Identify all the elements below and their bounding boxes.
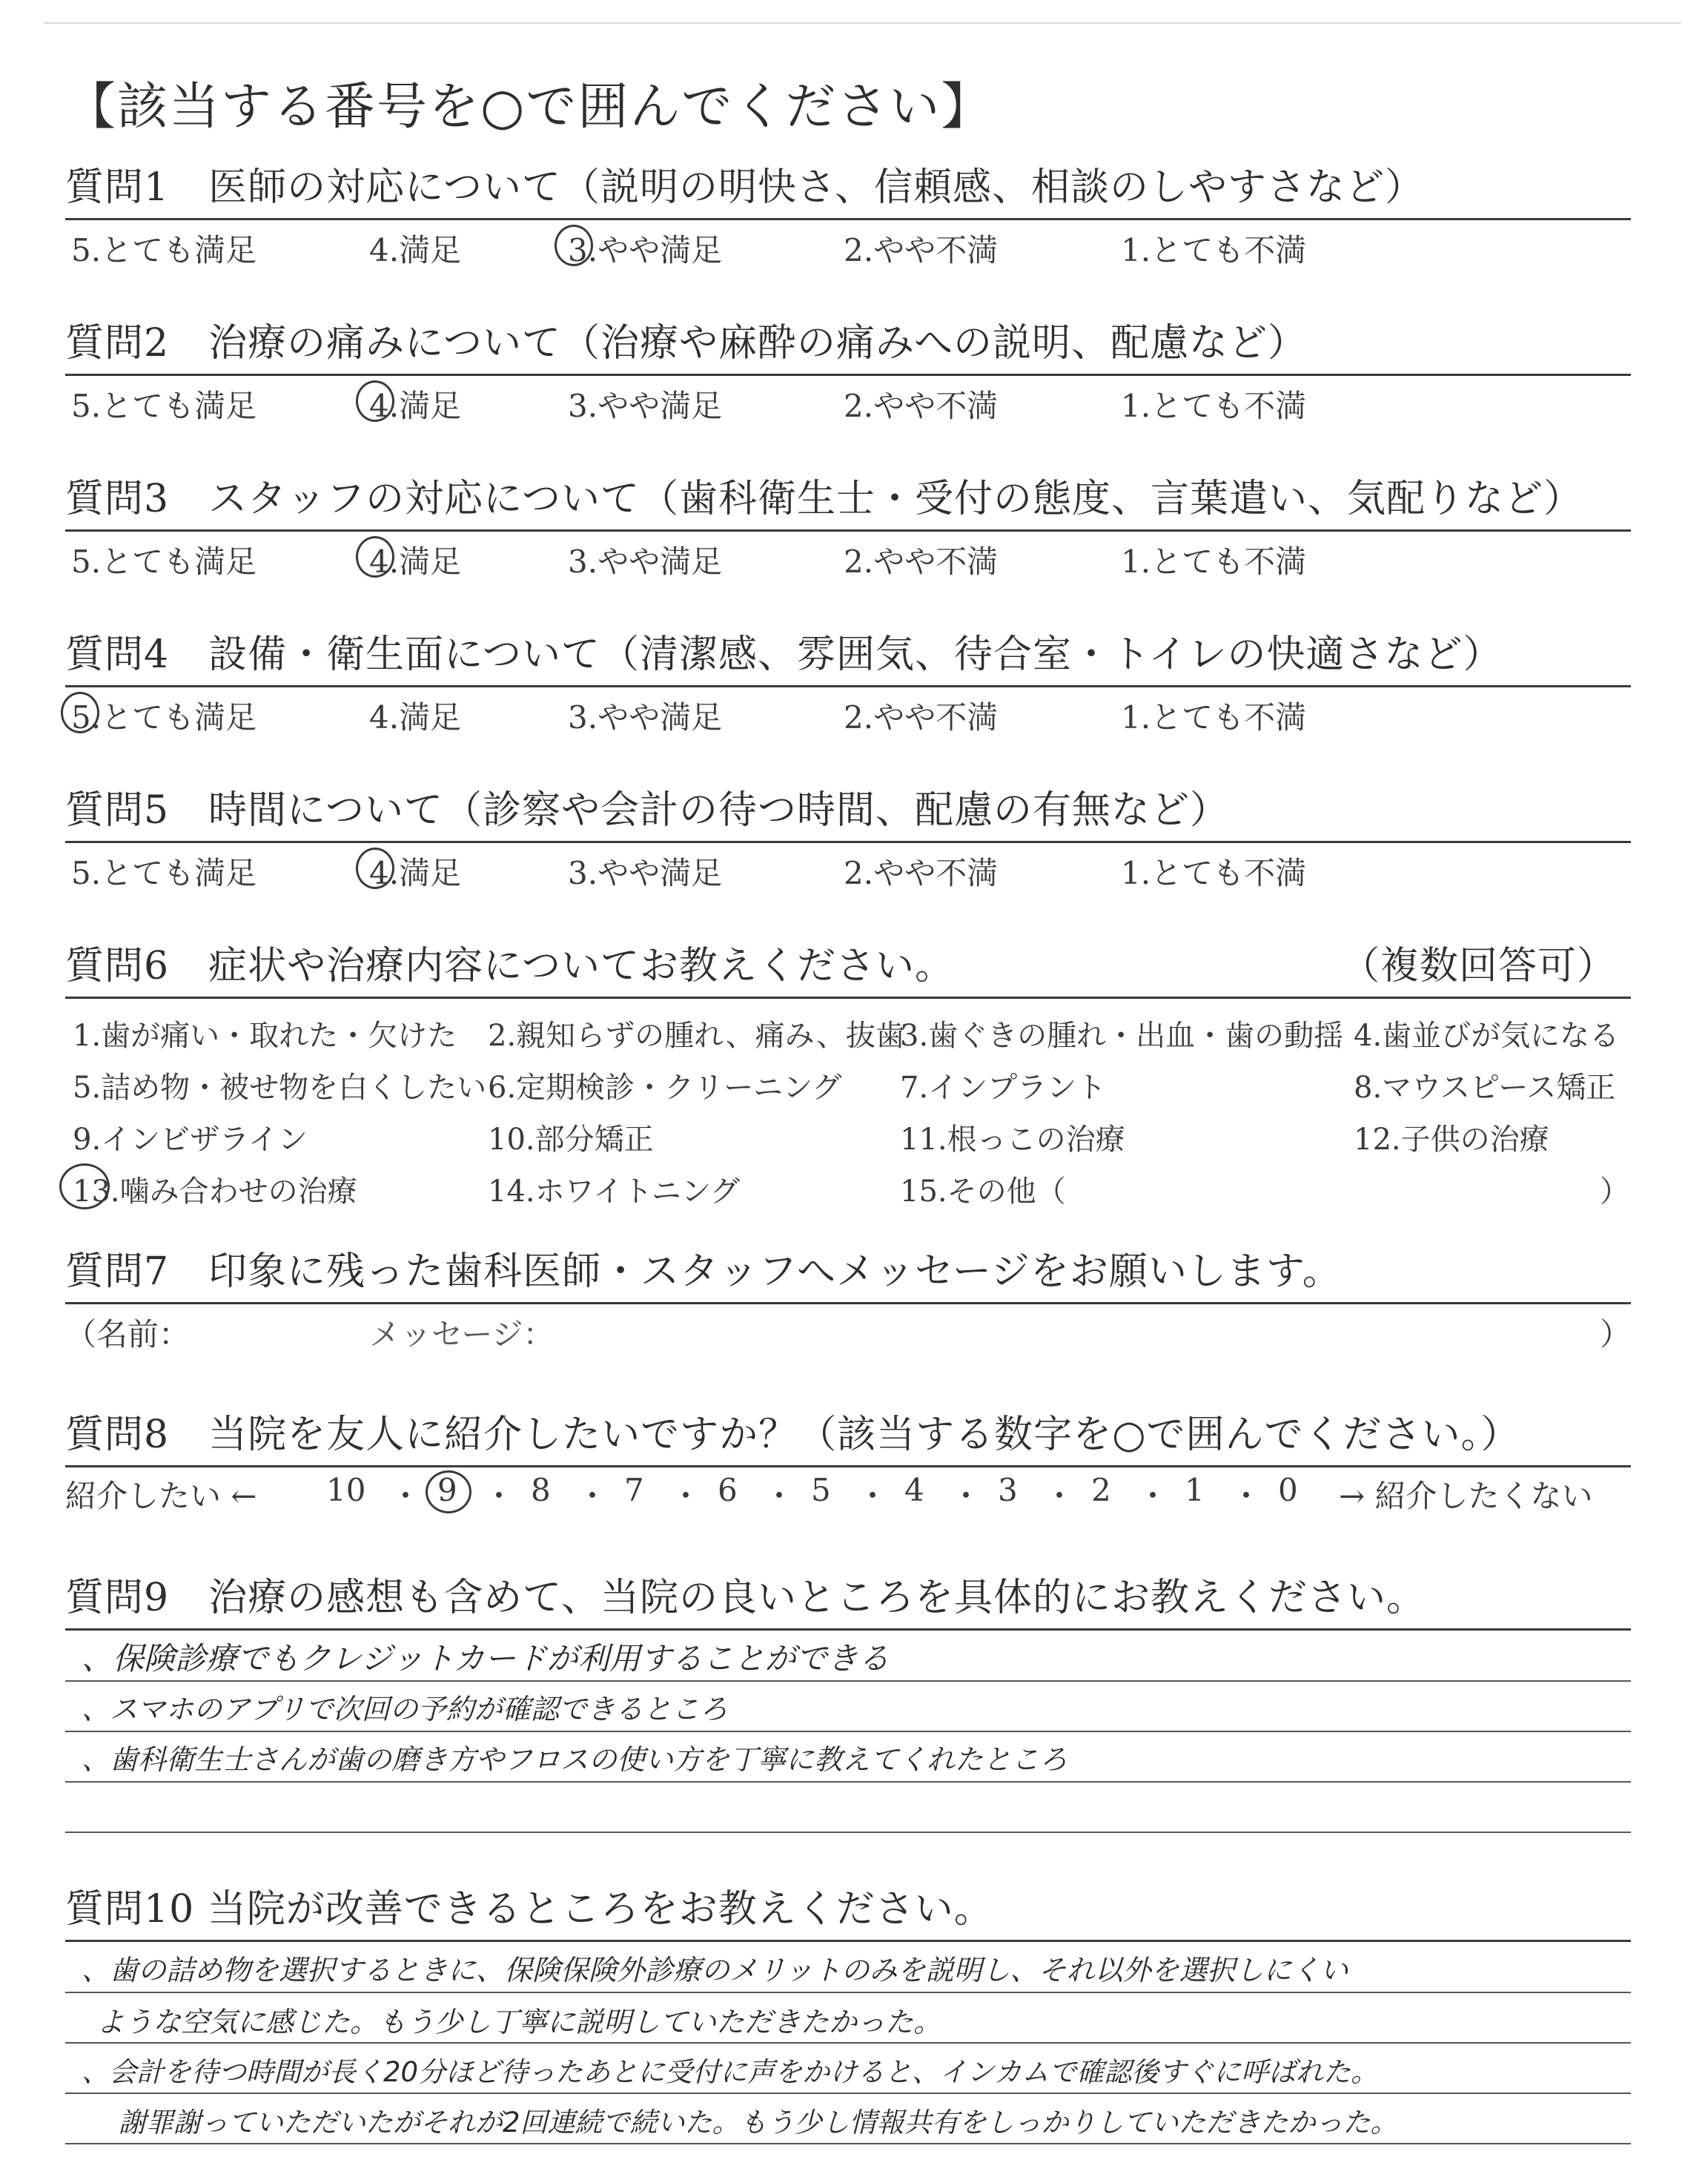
scale-dot: ・ bbox=[1231, 1478, 1262, 1514]
scale-dot: ・ bbox=[1137, 1478, 1169, 1514]
answer-line bbox=[65, 1992, 1631, 1993]
question-10-rule bbox=[65, 1940, 1631, 1942]
scale-dot: ・ bbox=[390, 1478, 422, 1514]
q2-option-2[interactable]: 2.やや不満 bbox=[844, 388, 999, 424]
q6-option-15[interactable]: 15.その他（ bbox=[900, 1175, 1066, 1209]
question-9-heading: 質問9 治療の感想も含めて、当院の良いところを具体的にお教えください。 bbox=[65, 1576, 1426, 1620]
question-5 bbox=[65, 785, 1631, 895]
scale-dot: ・ bbox=[1044, 1478, 1076, 1514]
q1-option-1[interactable]: 1.とても不満 bbox=[1121, 232, 1307, 268]
question-8 bbox=[65, 1409, 1631, 1519]
q10-answer-4: 謝罪謝っていただいたがそれが2回連続で続いた。もう少し情報共有をしっかりしていただきたかった。 bbox=[119, 2107, 1398, 2138]
q6-option-8[interactable]: 8.マウスピース矯正 bbox=[1354, 1071, 1616, 1105]
question-1-heading: 質問1 医師の対応について（説明の明快さ、信頼感、相談のしやすさなど） bbox=[65, 165, 1424, 210]
scale-9[interactable]: 9 bbox=[437, 1472, 457, 1508]
scale-6[interactable]: 6 bbox=[718, 1472, 738, 1508]
hand-circle-mark bbox=[356, 380, 394, 422]
q3-option-1[interactable]: 1.とても不満 bbox=[1121, 544, 1307, 580]
q10-answer-1: 、歯の詰め物を選択するときに、保険保険外診療のメリットのみを説明し、それ以外を選択しにくい bbox=[82, 1954, 1348, 1986]
q2-option-4[interactable]: 4.満足 bbox=[369, 388, 462, 424]
scale-dot: ・ bbox=[670, 1478, 702, 1514]
scale-dot: ・ bbox=[577, 1478, 609, 1514]
q6-option-9[interactable]: 9.インビザライン bbox=[73, 1123, 308, 1157]
question-6-note: （複数回答可） bbox=[1340, 944, 1616, 988]
answer-line bbox=[65, 2143, 1631, 2144]
scale-5[interactable]: 5 bbox=[811, 1472, 831, 1508]
q4-option-3[interactable]: 3.やや満足 bbox=[568, 699, 723, 736]
q5-option-2[interactable]: 2.やや不満 bbox=[844, 855, 999, 891]
q4-option-4[interactable]: 4.満足 bbox=[369, 699, 462, 736]
scale-dot: ・ bbox=[950, 1478, 982, 1514]
answer-line bbox=[65, 1680, 1631, 1682]
question-9-rule bbox=[65, 1628, 1631, 1631]
hand-circle-mark bbox=[555, 225, 593, 266]
q6-option-6[interactable]: 6.定期検診・クリーニング bbox=[488, 1071, 842, 1105]
q1-option-4[interactable]: 4.満足 bbox=[369, 232, 462, 268]
hand-circle-mark bbox=[356, 536, 394, 578]
q6-option-13[interactable]: 13.噛み合わせの治療 bbox=[73, 1175, 357, 1209]
question-4-options bbox=[65, 687, 1631, 739]
q9-answer-2: 、スマホのアプリで次回の予約が確認できるところ bbox=[82, 1693, 728, 1725]
hand-circle-mark bbox=[59, 1163, 110, 1209]
scale-10[interactable]: 10 bbox=[326, 1472, 366, 1508]
q7-close-paren: ） bbox=[1600, 1316, 1632, 1353]
q6-option-14[interactable]: 14.ホワイトニング bbox=[488, 1175, 741, 1209]
q9-answer-3: 、歯科衛生士さんが歯の磨き方やフロスの使い方を丁寧に教えてくれたところ bbox=[82, 1743, 1068, 1776]
question-10-heading: 質問10 当院が改善できるところをお教えください。 bbox=[65, 1887, 993, 1932]
name-label: （名前： bbox=[65, 1316, 191, 1353]
recommend-right-label: → 紹介したくない bbox=[1339, 1478, 1593, 1514]
hand-circle-mark bbox=[356, 848, 394, 889]
answer-line bbox=[65, 1781, 1631, 1783]
scale-2[interactable]: 2 bbox=[1091, 1472, 1111, 1508]
scale-dot: ・ bbox=[483, 1478, 515, 1514]
q9-answer-1: 、保険診療でもクレジットカードが利用することができる bbox=[82, 1640, 890, 1677]
q1-option-5[interactable]: 5.とても満足 bbox=[71, 232, 257, 268]
q6-option-11[interactable]: 11.根っこの治療 bbox=[900, 1123, 1125, 1157]
q4-option-1[interactable]: 1.とても不満 bbox=[1121, 699, 1307, 736]
q3-option-3[interactable]: 3.やや満足 bbox=[568, 544, 723, 580]
question-5-options bbox=[65, 843, 1631, 895]
q2-option-5[interactable]: 5.とても満足 bbox=[71, 388, 257, 424]
question-1-options bbox=[65, 220, 1631, 272]
q2-option-1[interactable]: 1.とても不満 bbox=[1121, 388, 1307, 424]
q10-answer-2: ような空気に感じた。もう少し丁寧に説明していただきたかった。 bbox=[96, 2006, 942, 2038]
question-2 bbox=[65, 317, 1631, 428]
question-7-heading: 質問7 印象に残った歯科医師・スタッフへメッセージをお願いします。 bbox=[65, 1249, 1342, 1294]
recommend-left-label: 紹介したい ← bbox=[65, 1478, 257, 1514]
question-7-fields bbox=[65, 1304, 1631, 1356]
answer-line bbox=[65, 2042, 1631, 2044]
question-7 bbox=[65, 1246, 1631, 1356]
message-label: メッセージ： bbox=[369, 1316, 555, 1353]
q5-option-3[interactable]: 3.やや満足 bbox=[568, 855, 723, 891]
q6-option-2[interactable]: 2.親知らずの腫れ、痛み、抜歯 bbox=[488, 1019, 905, 1053]
question-8-heading: 質問8 当院を友人に紹介したいですか？（該当する数字を○で囲んでください。） bbox=[65, 1413, 1520, 1457]
q5-option-5[interactable]: 5.とても満足 bbox=[71, 855, 257, 891]
q3-option-5[interactable]: 5.とても満足 bbox=[71, 544, 257, 580]
question-6-options bbox=[65, 999, 1631, 1214]
q6-option-7[interactable]: 7.インプラント bbox=[900, 1071, 1107, 1105]
scale-0[interactable]: 0 bbox=[1278, 1472, 1298, 1508]
scale-1[interactable]: 1 bbox=[1185, 1472, 1205, 1508]
q4-option-2[interactable]: 2.やや不満 bbox=[844, 699, 999, 736]
question-3 bbox=[65, 473, 1631, 584]
hand-circle-mark bbox=[61, 692, 99, 733]
question-6-heading-row bbox=[65, 940, 1631, 992]
q5-option-1[interactable]: 1.とても不満 bbox=[1121, 855, 1307, 891]
q4-option-5[interactable]: 5.とても満足 bbox=[71, 699, 257, 736]
scale-8[interactable]: 8 bbox=[531, 1472, 551, 1508]
q6-option-10[interactable]: 10.部分矯正 bbox=[488, 1123, 654, 1157]
hand-circle-mark bbox=[426, 1470, 471, 1513]
q6-option-4[interactable]: 4.歯並びが気になる bbox=[1354, 1019, 1620, 1053]
question-2-heading: 質問2 治療の痛みについて（治療や麻酔の痛みへの説明、配慮など） bbox=[65, 321, 1308, 366]
answer-line bbox=[65, 1832, 1631, 1833]
top-border-line bbox=[44, 22, 1681, 24]
q6-other-close-paren: ） bbox=[1600, 1175, 1629, 1209]
question-6-heading: 質問6 症状や治療内容についてお教えください。 bbox=[65, 944, 955, 988]
q6-option-12[interactable]: 12.子供の治療 bbox=[1354, 1123, 1549, 1157]
question-4 bbox=[65, 629, 1631, 739]
page-title: 【該当する番号を○で囲んでください】 bbox=[65, 78, 993, 136]
q10-answer-3: 、会計を待つ時間が長く20分ほど待ったあとに受付に声をかけると、インカムで確認後すぐに呼ばれた。 bbox=[82, 2056, 1379, 2088]
question-5-heading: 質問5 時間について（診察や会計の待つ時間、配慮の有無など） bbox=[65, 788, 1230, 833]
question-10 bbox=[65, 1883, 1631, 1942]
q6-option-3[interactable]: 3.歯ぐきの腫れ・出血・歯の動揺 bbox=[900, 1019, 1344, 1053]
question-6 bbox=[65, 940, 1631, 1214]
question-3-heading: 質問3 スタッフの対応について（歯科衛生士・受付の態度、言葉遣い、気配りなど） bbox=[65, 477, 1583, 521]
question-2-options bbox=[65, 376, 1631, 428]
scale-7[interactable]: 7 bbox=[624, 1472, 644, 1508]
q3-option-2[interactable]: 2.やや不満 bbox=[844, 544, 999, 580]
q6-option-1[interactable]: 1.歯が痛い・取れた・欠けた bbox=[73, 1019, 457, 1053]
question-9 bbox=[65, 1572, 1631, 1631]
answer-line bbox=[65, 2093, 1631, 2094]
q5-option-4[interactable]: 4.満足 bbox=[369, 855, 462, 891]
q2-option-3[interactable]: 3.やや満足 bbox=[568, 388, 723, 424]
question-8-scale bbox=[65, 1467, 1631, 1519]
scale-3[interactable]: 3 bbox=[998, 1472, 1018, 1508]
scale-dot: ・ bbox=[857, 1478, 889, 1514]
q3-option-4[interactable]: 4.満足 bbox=[369, 544, 462, 580]
question-1 bbox=[65, 162, 1631, 272]
q1-option-2[interactable]: 2.やや不満 bbox=[844, 232, 999, 268]
question-3-options bbox=[65, 532, 1631, 584]
scale-dot: ・ bbox=[764, 1478, 795, 1514]
question-4-heading: 質問4 設備・衛生面について（清潔感、雰囲気、待合室・トイレの快適さなど） bbox=[65, 633, 1503, 677]
answer-line bbox=[65, 1731, 1631, 1732]
scale-4[interactable]: 4 bbox=[904, 1472, 924, 1508]
q6-option-5[interactable]: 5.詰め物・被せ物を白くしたい bbox=[73, 1071, 487, 1105]
q1-option-3[interactable]: 3.やや満足 bbox=[568, 232, 723, 268]
